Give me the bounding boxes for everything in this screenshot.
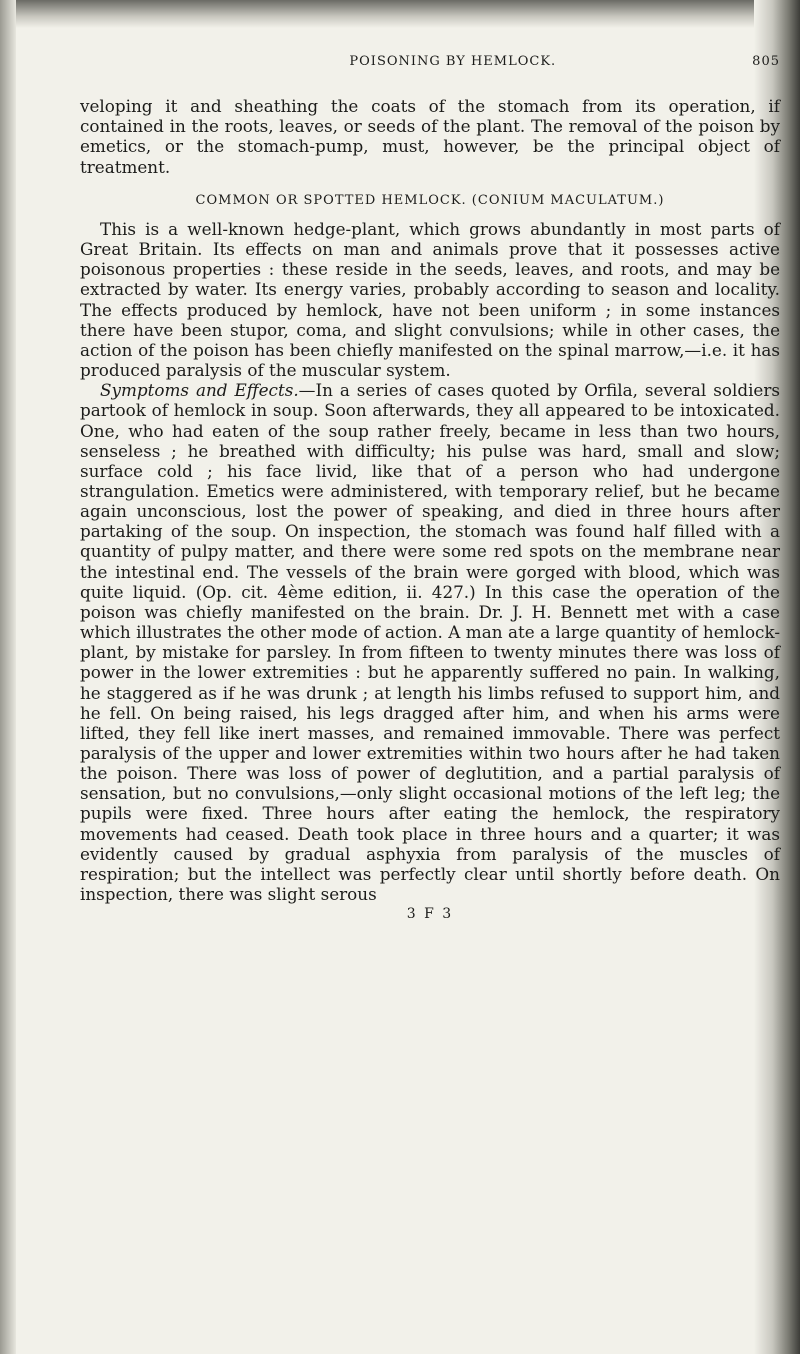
description-paragraph: This is a well-known hedge-plant, which grows abundantly in most parts of Great Britain. Its effects on man and animals prove that it possesses active poisonous properties : these reside in the seeds, leaves, and roots, and may be extracted by water. Its energy varies, probably according to season and locality. The effects produced by hemlock, have not been uniform ; in some instances there have been stupor, coma, and slight convulsions; while in other cases, the action of the poison has been chiefly manifested on the spinal marrow,—i.e. it has produced paralysis of the muscular system. bbox=[80, 218, 780, 381]
symptoms-paragraph bbox=[80, 380, 780, 904]
section-heading: COMMON OR SPOTTED HEMLOCK. (CONIUM MACULATUM.) bbox=[195, 192, 665, 208]
scan-top-shadow bbox=[0, 0, 800, 28]
book-page bbox=[80, 52, 780, 924]
running-title: POISONING BY HEMLOCK. bbox=[349, 54, 557, 69]
intro-paragraph: veloping it and sheathing the coats of the stomach from its operation, if contained in the roots, leaves, or seeds of the plant. The removal of the poison by emetics, or the stomach-pump, must, however, be the principal object of treatment. bbox=[80, 96, 780, 177]
scan-left-edge bbox=[0, 0, 16, 1354]
signature-mark: 3 F 3 bbox=[406, 906, 454, 923]
page-header bbox=[80, 52, 780, 72]
page-number: 805 bbox=[752, 54, 780, 69]
symptoms-body: —In a series of cases quoted by Orfila, several soldiers partook of hemlock in soup. Soon afterwards, they all appeared to be intoxicated. One, who had eaten of the soup rather freely, became in less than two hours, senseless ; he breathed with difficulty; his pulse was hard, small and slow; surface cold ; his face livid, like that of a person who had undergone strangulation. Emetics were administered, with temporary relief, but he became again unconscious, lost the power of speaking, and died in three hours after partaking of the soup. On inspection, the stomach was found half filled with a quantity of pulpy matter, and there were some red spots on the membrane near the intestinal end. The vessels of the brain were gorged with blood, which was quite liquid. (Op. cit. 4ème edition, ii. 427.) In this case the operation of the poison was chiefly manifested on the brain. Dr. J. H. Bennett met with a case which illustrates the other mode of action. A man ate a large quantity of hemlock-plant, by mistake for parsley. In from fifteen to twenty minutes there was loss of power in the lower extremities : but he apparently suffered no pain. In walking, he staggered as if he was drunk ; at length his limbs refused to support him, and he fell. On being raised, his legs dragged after him, and when his arms were lifted, they fell like inert masses, and remained immovable. There was perfect paralysis of the upper and lower extremities within two hours after he had taken the poison. There was loss of power of deglutition, and a partial paralysis of sensation, but no convulsions,—only slight occasional motions of the left leg; the pupils were fixed. Three hours after eating the hemlock, the respiratory movements had ceased. Death took place in three hours and a quarter; it was evidently caused by gradual asphyxia from paralysis of the muscles of respiration; but the intellect was perfectly clear until shortly before death. On inspection, there was slight serous bbox=[80, 380, 780, 905]
symptoms-heading: Symptoms and Effects. bbox=[100, 380, 299, 401]
